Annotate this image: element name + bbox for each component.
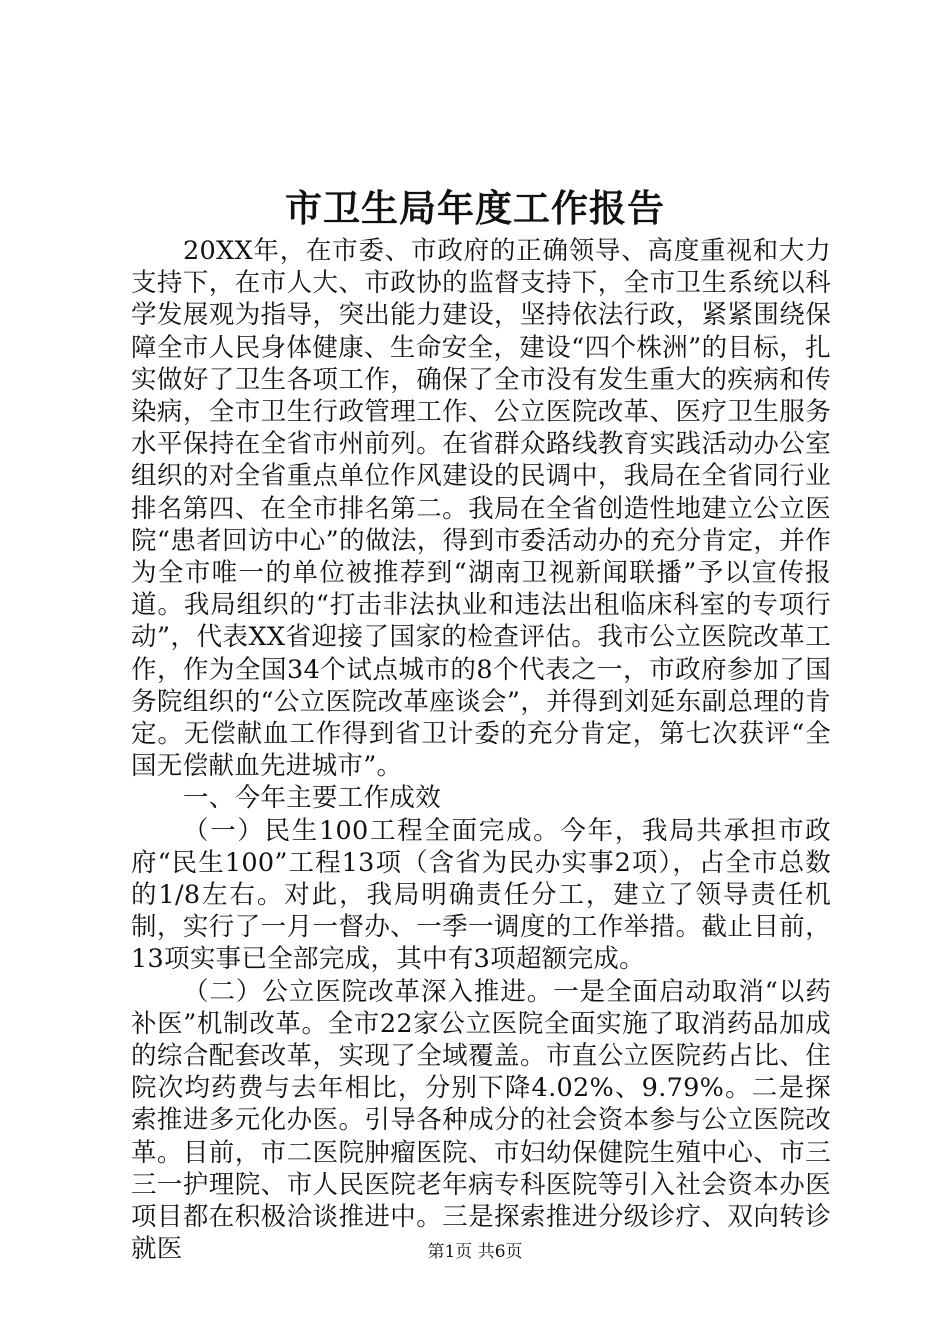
intro-paragraph: 20XX年，在市委、市政府的正确领导、高度重视和大力支持下，在市人大、市政协的监督支持下，全市卫生系统以科学发展观为指导，突出能力建设，坚持依法行政，紧紧围绕保障全市人民身体健康、生命安全，建设“四个株洲”的目标，扎实做好了卫生各项工作，确保了全市没有发生重大的疾病和传染病，全市卫生行政管理工作、公立医院改革、医疗卫生服务水平保持在全省市州前列。在省群众路线教育实践活动办公室组织的对全省重点单位作风建设的民调中，我局在全省同行业排名第四、在全市排名第二。我局在全省创造性地建立公立医院“患者回访中心”的做法，得到市委活动办的充分肯定，并作为全市唯一的单位被推荐到“湖南卫视新闻联播”予以宣传报道。我局组织的“打击非法执业和违法出租临床科室的专项行动”，代表XX省迎接了国家的检查评估。我市公立医院改革工作，作为全国34个试点城市的8个代表之一，市政府参加了国务院组织的“公立医院改革座谈会”，并得到刘延东副总理的肯定。无偿献血工作得到省卫计委的充分肯定，第七次获评“全国无偿献血先进城市”。 bbox=[131, 236, 831, 782]
document-title: 市卫生局年度工作报告 bbox=[285, 186, 665, 230]
item-paragraph-1: （一）民生100工程全面完成。今年，我局共承担市政府“民生100”工程13项（含省为民办实事2项），占全市总数的1/8左右。对此，我局明确责任分工，建立了领导责任机制，实行了一月一督办、一季一调度的工作举措。截止目前，13项实事已全部完成，其中有3项超额完成。 bbox=[131, 815, 831, 975]
section-heading: 一、今年主要工作成效 bbox=[183, 783, 442, 814]
page-footer: 第1页 共6页 bbox=[427, 1242, 523, 1262]
item-paragraph-2: （二）公立医院改革深入推进。一是全面启动取消“以药补医”机制改革。全市22家公立医院全面实施了取消药品加成的综合配套改革，实现了全域覆盖。市直公立医院药占比、住院次均药费与去年相比，分别下降4.02%、9.79%。二是探索推进多元化办医。引导各种成分的社会资本参与公立医院改革。目前，市二医院肿瘤医院、市妇幼保健院生殖中心、市三三一护理院、市人民医院老年病专科医院等引入社会资本办医项目都在积极洽谈推进中。三是探索推进分级诊疗、双向转诊就医 bbox=[131, 976, 831, 1265]
document-body bbox=[131, 235, 831, 1266]
